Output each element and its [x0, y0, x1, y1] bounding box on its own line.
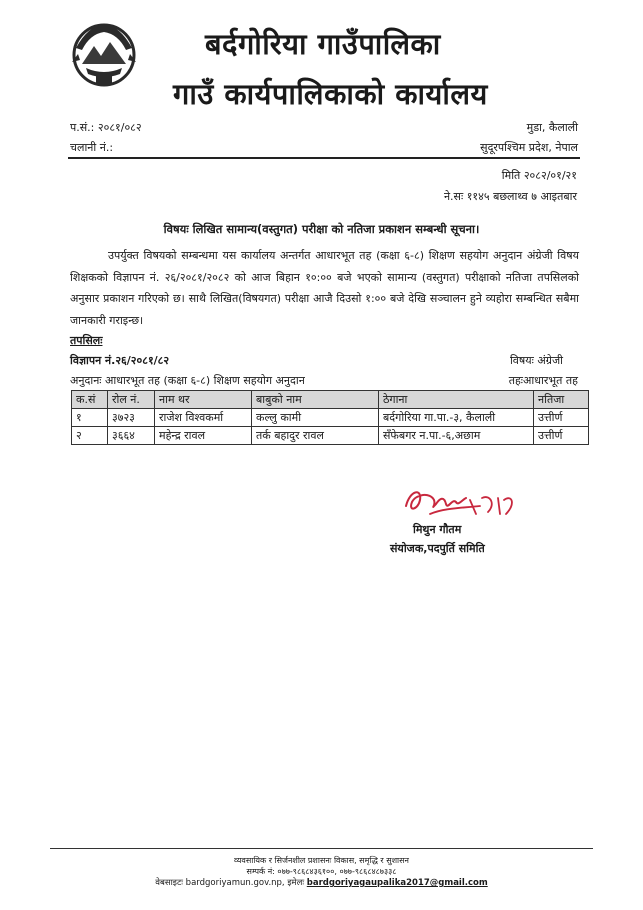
header-roll: रोल नं.: [108, 391, 155, 409]
handwritten-signature-icon: [400, 484, 520, 522]
signer-name: मिथुन गौतम: [413, 523, 462, 536]
level: तहःआधारभूत तह: [508, 374, 578, 387]
header-result: नतिजा: [534, 391, 589, 409]
municipality-title: बर्दगोरिया गाउँपालिका: [205, 27, 441, 61]
header-name: नाम थर: [155, 391, 252, 409]
address-line-2: सुदूरपश्चिम प्रदेश, नेपाल: [480, 141, 578, 154]
footer-motto: व्यवसायिक र सिर्जनशील प्रशासनः विकास, समृद्धि र सुशासन: [234, 856, 409, 865]
details-label: तपसिलः: [70, 334, 103, 347]
cell-address: बर्दगोरिया गा.पा.-३, कैलाली: [379, 409, 534, 427]
cell-father-name: कल्लु कामी: [252, 409, 379, 427]
table-header-row: [72, 391, 589, 409]
reference-number: प.सं.: २०८१/०८२: [70, 121, 142, 134]
header-father-name: बाबुको नाम: [252, 391, 379, 409]
notice-subject: विषयः लिखित सामान्य(वस्तुगत) परीक्षा को नतिजा प्रकाशन सम्बन्धी सूचना।: [163, 222, 480, 236]
cell-roll: ३७२३: [108, 409, 155, 427]
cell-address: सँफेबगर न.पा.-६,अछाम: [379, 427, 534, 445]
grant-type: अनुदानः आधारभूत तह (कक्षा ६-८) शिक्षण सहयोग अनुदान: [70, 374, 305, 387]
cell-name: महेन्द्र रावल: [155, 427, 252, 445]
notice-body: उपर्युक्त विषयको सम्बन्धमा यस कार्यालय अन्तर्गत आधारभूत तह (कक्षा ६-८) शिक्षण सहयोग अनुदान अंग्रेजी विषय शिक्षकको विज्ञापन नं. २६/२०८१/२०८२ को आज बिहान १०:०० बजे भएको सामान्य (वस्तुगत) परीक्षाको नतिजा तपसिलको अनुसार प्रकाशन गरिएको छ। साथै लिखित(विषयगत) परीक्षा आजै दिउसो १:०० बजे देखि सञ्चालन हुने व्यहोरा सम्बन्धित सबैमा जानकारी गराइन्छ।: [70, 249, 579, 327]
cell-serial: २: [72, 427, 108, 445]
letter-date: मिति २०८२/०१/२१: [501, 169, 577, 182]
subject-short: विषयः अंग्रेजी: [509, 354, 563, 367]
cell-serial: १: [72, 409, 108, 427]
signer-designation: संयोजक,पदपुर्ति समिति: [390, 542, 485, 555]
header-address: ठेगाना: [379, 391, 534, 409]
office-title: गाउँ कार्यपालिकाको कार्यालय: [173, 77, 488, 111]
cell-result: उत्तीर्ण: [534, 427, 589, 445]
footer-website: वेबसाइटः bardgoriyamun.gov.np, इमेलः: [155, 878, 305, 888]
advertisement-number: विज्ञापन नं.२६/२०८१/८२: [70, 354, 170, 367]
dispatch-number: चलानी नं.:: [70, 141, 114, 154]
nepal-emblem-icon: [68, 18, 140, 88]
footer-divider: [50, 848, 593, 849]
footer-email-link[interactable]: bardgoriyagaupalika2017@gmail.com: [306, 878, 488, 888]
cell-name: राजेश विश्वकर्मा: [155, 409, 252, 427]
table-row: [72, 409, 589, 427]
nepal-sambat-date: ने.सः ११४५ बछलाथ्व ७ आइतबार: [443, 190, 577, 203]
table-row: [72, 427, 589, 445]
cell-result: उत्तीर्ण: [534, 409, 589, 427]
cell-father-name: तर्क बहादुर रावल: [252, 427, 379, 445]
header-divider: [68, 157, 580, 159]
footer-contact: सम्पर्क नं: ०७७-९८६८४३६१००, ०७७-९८६८४८७३३८: [246, 867, 397, 876]
results-table: [71, 390, 589, 445]
cell-roll: ३६६४: [108, 427, 155, 445]
footer-web-email: [0, 877, 643, 888]
header-serial: क.सं: [72, 391, 108, 409]
address-line-1: मुडा, कैलाली: [526, 121, 578, 134]
